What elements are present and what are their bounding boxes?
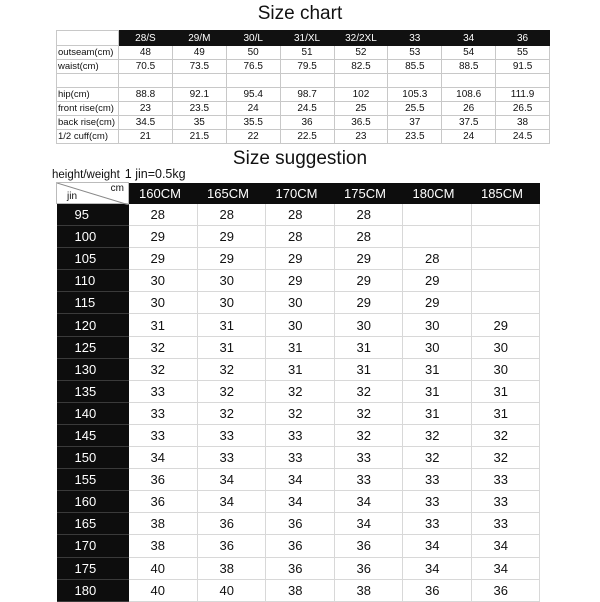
suggested-size-cell: 32 (471, 424, 540, 446)
measurement-cell: 53 (388, 46, 442, 60)
measurement-cell: 108.6 (442, 88, 496, 102)
weight-row-header: 145 (57, 424, 129, 446)
suggested-size-cell (403, 204, 472, 226)
size-suggestion-row (57, 358, 540, 380)
size-suggestion-row (57, 314, 540, 336)
suggested-size-cell: 32 (266, 402, 335, 424)
measurement-cell: 52 (334, 46, 388, 60)
measurement-cell: 35.5 (226, 116, 280, 130)
measurement-cell (226, 74, 280, 88)
suggested-size-cell: 29 (197, 226, 266, 248)
suggested-size-cell: 36 (403, 579, 472, 601)
measurement-cell: 35 (172, 116, 226, 130)
suggested-size-cell: 30 (129, 270, 198, 292)
suggested-size-cell: 30 (197, 270, 266, 292)
weight-row-header: 175 (57, 557, 129, 579)
measurement-cell: 102 (334, 88, 388, 102)
suggested-size-cell: 28 (334, 226, 403, 248)
suggested-size-cell: 34 (266, 491, 335, 513)
measurement-cell: 88.8 (119, 88, 173, 102)
measurement-cell: 54 (442, 46, 496, 60)
measurement-cell: 36 (280, 116, 334, 130)
weight-row-header: 110 (57, 270, 129, 292)
suggested-size-cell: 33 (197, 447, 266, 469)
suggested-size-cell: 32 (471, 447, 540, 469)
caption-jin-conversion: 1 jin=0.5kg (124, 167, 186, 181)
size-column-header: 32/2XL (334, 31, 388, 46)
suggested-size-cell: 30 (197, 292, 266, 314)
suggested-size-cell: 36 (266, 557, 335, 579)
suggested-size-cell: 31 (403, 380, 472, 402)
suggested-size-cell: 38 (129, 535, 198, 557)
size-chart-row (57, 60, 550, 74)
weight-row-header: 165 (57, 513, 129, 535)
suggested-size-cell (471, 226, 540, 248)
suggested-size-cell: 34 (403, 557, 472, 579)
measurement-cell: 50 (226, 46, 280, 60)
suggested-size-cell (471, 270, 540, 292)
suggested-size-cell: 31 (403, 358, 472, 380)
size-suggestion-corner (57, 183, 129, 204)
measurement-cell: 55 (496, 46, 550, 60)
size-chart-row (57, 88, 550, 102)
suggested-size-cell: 30 (471, 358, 540, 380)
suggested-size-cell: 30 (471, 336, 540, 358)
suggested-size-cell: 28 (334, 204, 403, 226)
size-chart-corner (57, 31, 119, 46)
suggested-size-cell: 29 (334, 292, 403, 314)
size-suggestion-header-row (57, 183, 540, 204)
suggested-size-cell: 28 (197, 204, 266, 226)
measurement-cell: 36.5 (334, 116, 388, 130)
suggested-size-cell: 31 (197, 336, 266, 358)
size-suggestion-row (57, 270, 540, 292)
size-suggestion-row (57, 579, 540, 601)
suggested-size-cell: 29 (403, 292, 472, 314)
size-suggestion-row (57, 248, 540, 270)
suggested-size-cell: 31 (129, 314, 198, 336)
suggested-size-cell: 28 (266, 204, 335, 226)
size-suggestion-row (57, 513, 540, 535)
measurement-cell: 21 (119, 130, 173, 144)
suggested-size-cell: 28 (266, 226, 335, 248)
measurement-label: hip(cm) (57, 88, 119, 102)
caption-height-weight: height/weight (52, 169, 120, 181)
suggested-size-cell (471, 248, 540, 270)
weight-row-header: 130 (57, 358, 129, 380)
measurement-cell: 25.5 (388, 102, 442, 116)
height-column-header: 165CM (197, 183, 266, 204)
suggested-size-cell: 34 (403, 535, 472, 557)
size-chart-title: Size chart (257, 3, 343, 24)
suggested-size-cell: 34 (197, 469, 266, 491)
size-column-header: 30/L (226, 31, 280, 46)
height-column-header: 170CM (266, 183, 335, 204)
suggested-size-cell (403, 226, 472, 248)
measurement-cell: 95.4 (226, 88, 280, 102)
suggested-size-cell: 32 (197, 380, 266, 402)
measurement-cell: 22.5 (280, 130, 334, 144)
suggested-size-cell: 34 (334, 513, 403, 535)
measurement-cell: 22 (226, 130, 280, 144)
suggested-size-cell: 29 (129, 248, 198, 270)
suggested-size-cell: 31 (471, 402, 540, 424)
suggested-size-cell: 32 (129, 358, 198, 380)
suggested-size-cell: 32 (334, 380, 403, 402)
size-column-header: 36 (496, 31, 550, 46)
size-chart-row (57, 46, 550, 60)
suggested-size-cell: 29 (471, 314, 540, 336)
suggested-size-cell: 33 (403, 513, 472, 535)
suggested-size-cell: 40 (197, 579, 266, 601)
measurement-cell: 24.5 (280, 102, 334, 116)
measurement-cell (442, 74, 496, 88)
weight-row-header: 120 (57, 314, 129, 336)
measurement-cell: 82.5 (334, 60, 388, 74)
suggested-size-cell: 36 (471, 579, 540, 601)
weight-row-header: 135 (57, 380, 129, 402)
measurement-cell: 24 (442, 130, 496, 144)
height-column-header: 180CM (403, 183, 472, 204)
measurement-label: waist(cm) (57, 60, 119, 74)
measurement-label: back rise(cm) (57, 116, 119, 130)
measurement-cell: 37 (388, 116, 442, 130)
suggested-size-cell: 31 (403, 402, 472, 424)
weight-row-header: 115 (57, 292, 129, 314)
suggested-size-cell: 36 (266, 535, 335, 557)
corner-cm-label: cm (110, 183, 124, 194)
suggested-size-cell: 29 (129, 226, 198, 248)
size-chart-row (57, 74, 550, 88)
suggested-size-cell: 34 (266, 469, 335, 491)
size-suggestion-row (57, 424, 540, 446)
size-suggestion-row (57, 336, 540, 358)
measurement-label: 1/2 cuff(cm) (57, 130, 119, 144)
suggested-size-cell: 31 (471, 380, 540, 402)
weight-row-header: 170 (57, 535, 129, 557)
suggested-size-cell: 33 (266, 447, 335, 469)
measurement-cell: 91.5 (496, 60, 550, 74)
weight-row-header: 150 (57, 447, 129, 469)
suggested-size-cell: 32 (334, 402, 403, 424)
suggested-size-cell: 32 (197, 402, 266, 424)
suggested-size-cell: 32 (129, 336, 198, 358)
measurement-cell: 79.5 (280, 60, 334, 74)
size-column-header: 29/M (172, 31, 226, 46)
measurement-cell: 111.9 (496, 88, 550, 102)
suggested-size-cell: 36 (129, 491, 198, 513)
suggested-size-cell: 33 (197, 424, 266, 446)
size-suggestion-caption (52, 166, 186, 182)
suggested-size-cell: 33 (129, 424, 198, 446)
measurement-cell: 98.7 (280, 88, 334, 102)
size-column-header: 33 (388, 31, 442, 46)
size-suggestion-row (57, 535, 540, 557)
suggested-size-cell: 34 (129, 447, 198, 469)
measurement-cell: 34.5 (119, 116, 173, 130)
measurement-cell: 73.5 (172, 60, 226, 74)
size-suggestion-row (57, 557, 540, 579)
measurement-cell: 38 (496, 116, 550, 130)
weight-row-header: 95 (57, 204, 129, 226)
suggested-size-cell: 33 (266, 424, 335, 446)
suggested-size-cell: 31 (197, 314, 266, 336)
suggested-size-cell: 31 (266, 336, 335, 358)
suggested-size-cell: 29 (334, 270, 403, 292)
measurement-cell: 26.5 (496, 102, 550, 116)
weight-row-header: 155 (57, 469, 129, 491)
measurement-cell: 49 (172, 46, 226, 60)
measurement-cell (334, 74, 388, 88)
suggested-size-cell: 40 (129, 557, 198, 579)
measurement-label: front rise(cm) (57, 102, 119, 116)
suggested-size-cell: 33 (403, 491, 472, 513)
measurement-cell: 21.5 (172, 130, 226, 144)
suggested-size-cell: 29 (197, 248, 266, 270)
suggested-size-cell: 36 (197, 513, 266, 535)
measurement-cell: 92.1 (172, 88, 226, 102)
size-suggestion-table (56, 182, 540, 602)
suggested-size-cell: 29 (266, 270, 335, 292)
suggested-size-cell: 33 (129, 402, 198, 424)
size-suggestion-row (57, 402, 540, 424)
suggested-size-cell: 30 (334, 314, 403, 336)
suggested-size-cell: 33 (471, 491, 540, 513)
measurement-cell (496, 74, 550, 88)
measurement-cell: 23.5 (172, 102, 226, 116)
suggested-size-cell: 33 (334, 447, 403, 469)
suggested-size-cell: 34 (334, 491, 403, 513)
size-suggestion-row (57, 226, 540, 248)
suggested-size-cell (471, 292, 540, 314)
suggested-size-cell: 28 (129, 204, 198, 226)
suggested-size-cell: 38 (197, 557, 266, 579)
weight-row-header: 180 (57, 579, 129, 601)
measurement-cell: 105.3 (388, 88, 442, 102)
measurement-cell: 24.5 (496, 130, 550, 144)
suggested-size-cell: 33 (471, 469, 540, 491)
size-chart-row (57, 116, 550, 130)
suggested-size-cell: 29 (334, 248, 403, 270)
suggested-size-cell: 34 (471, 557, 540, 579)
size-suggestion-title: Size suggestion (232, 148, 368, 169)
height-column-header: 160CM (129, 183, 198, 204)
suggested-size-cell: 38 (334, 579, 403, 601)
measurement-cell: 24 (226, 102, 280, 116)
suggested-size-cell: 32 (197, 358, 266, 380)
measurement-cell: 76.5 (226, 60, 280, 74)
measurement-cell: 88.5 (442, 60, 496, 74)
size-chart-header-row (57, 31, 550, 46)
measurement-cell (172, 74, 226, 88)
suggested-size-cell: 29 (403, 270, 472, 292)
suggested-size-cell: 30 (266, 292, 335, 314)
measurement-label (57, 74, 119, 88)
measurement-cell (280, 74, 334, 88)
weight-row-header: 105 (57, 248, 129, 270)
weight-row-header: 100 (57, 226, 129, 248)
measurement-cell: 85.5 (388, 60, 442, 74)
measurement-cell: 51 (280, 46, 334, 60)
suggested-size-cell: 36 (334, 535, 403, 557)
suggested-size-cell: 31 (334, 358, 403, 380)
suggested-size-cell: 29 (266, 248, 335, 270)
suggested-size-cell: 36 (129, 469, 198, 491)
suggested-size-cell (471, 204, 540, 226)
size-suggestion-row (57, 469, 540, 491)
suggested-size-cell: 36 (197, 535, 266, 557)
suggested-size-cell: 31 (334, 336, 403, 358)
suggested-size-cell: 31 (266, 358, 335, 380)
measurement-cell: 23 (334, 130, 388, 144)
suggested-size-cell: 32 (403, 447, 472, 469)
suggested-size-cell: 30 (403, 314, 472, 336)
size-chart-table (56, 30, 550, 144)
measurement-cell (119, 74, 173, 88)
size-chart-row (57, 102, 550, 116)
size-column-header: 28/S (119, 31, 173, 46)
suggested-size-cell: 34 (197, 491, 266, 513)
suggested-size-cell: 28 (403, 248, 472, 270)
suggested-size-cell: 36 (334, 557, 403, 579)
suggested-size-cell: 30 (403, 336, 472, 358)
suggested-size-cell: 33 (403, 469, 472, 491)
measurement-cell: 25 (334, 102, 388, 116)
measurement-cell: 26 (442, 102, 496, 116)
suggested-size-cell: 32 (334, 424, 403, 446)
size-chart-row (57, 130, 550, 144)
size-column-header: 34 (442, 31, 496, 46)
suggested-size-cell: 33 (471, 513, 540, 535)
measurement-label: outseam(cm) (57, 46, 119, 60)
size-suggestion-row (57, 491, 540, 513)
measurement-cell: 37.5 (442, 116, 496, 130)
suggested-size-cell: 33 (334, 469, 403, 491)
suggested-size-cell: 32 (266, 380, 335, 402)
suggested-size-cell: 33 (129, 380, 198, 402)
suggested-size-cell: 34 (471, 535, 540, 557)
size-suggestion-row (57, 292, 540, 314)
height-column-header: 185CM (471, 183, 540, 204)
size-column-header: 31/XL (280, 31, 334, 46)
suggested-size-cell: 30 (266, 314, 335, 336)
measurement-cell: 48 (119, 46, 173, 60)
measurement-cell: 70.5 (119, 60, 173, 74)
measurement-cell: 23.5 (388, 130, 442, 144)
weight-row-header: 140 (57, 402, 129, 424)
suggested-size-cell: 40 (129, 579, 198, 601)
height-column-header: 175CM (334, 183, 403, 204)
suggested-size-cell: 36 (266, 513, 335, 535)
suggested-size-cell: 38 (266, 579, 335, 601)
weight-row-header: 160 (57, 491, 129, 513)
corner-jin-label: jin (67, 191, 78, 202)
measurement-cell: 23 (119, 102, 173, 116)
measurement-cell (388, 74, 442, 88)
suggested-size-cell: 38 (129, 513, 198, 535)
suggested-size-cell: 32 (403, 424, 472, 446)
weight-row-header: 125 (57, 336, 129, 358)
size-suggestion-row (57, 204, 540, 226)
size-suggestion-row (57, 447, 540, 469)
size-suggestion-row (57, 380, 540, 402)
suggested-size-cell: 30 (129, 292, 198, 314)
